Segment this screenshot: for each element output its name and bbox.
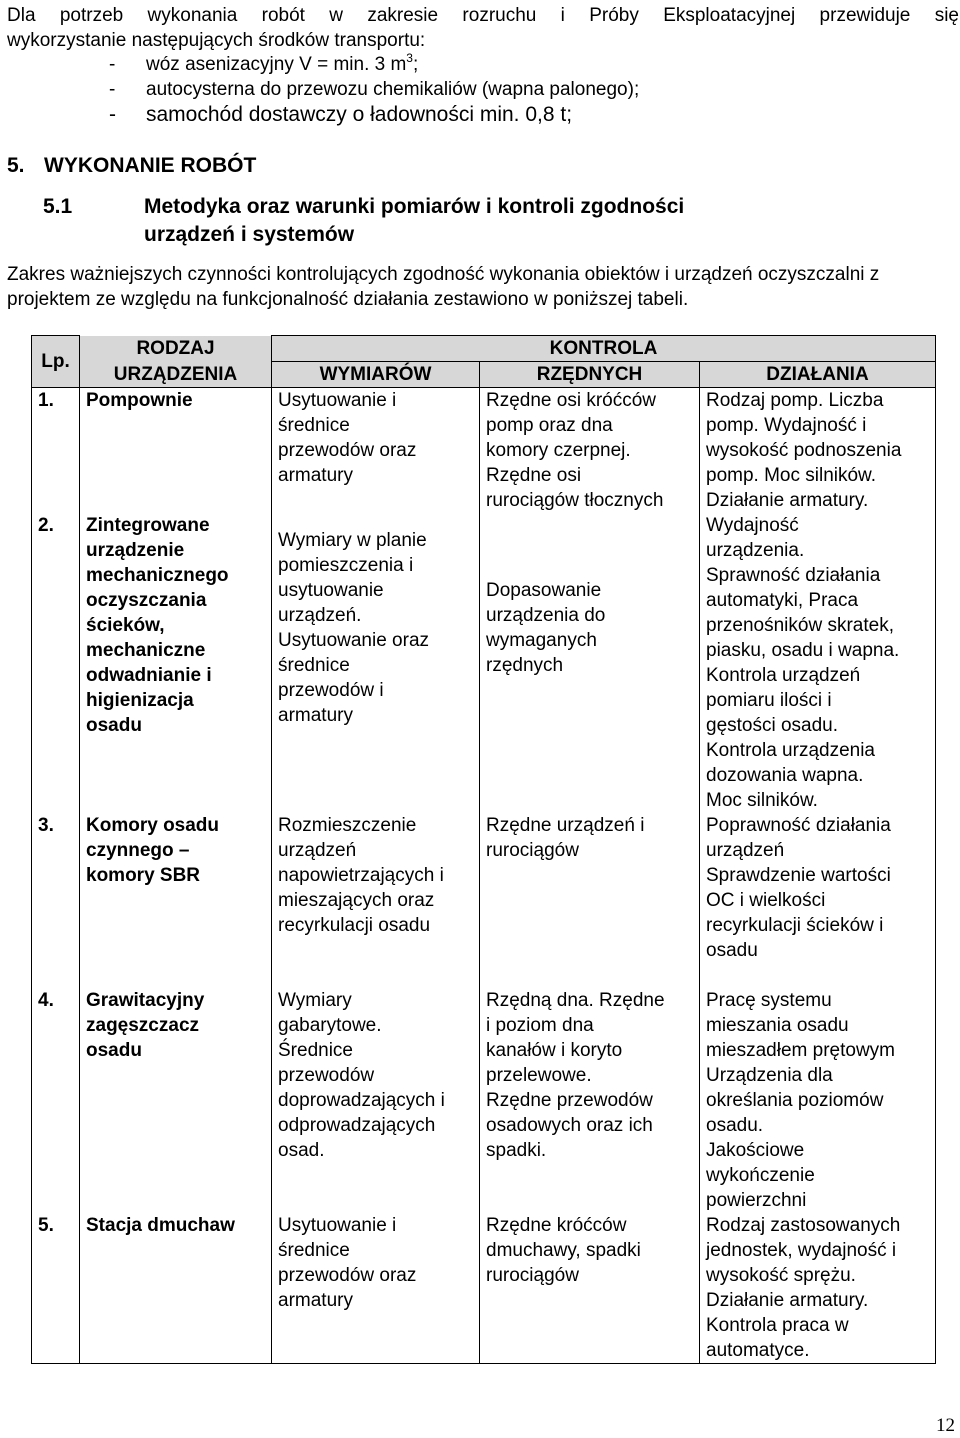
cell-dzialania: Pracę systemu mieszania osadu mieszadłem prętowym Urządzenia dla określania poziomów osadu. Jakościowe wykończenie powierzchni xyxy=(700,988,936,1213)
cell-dzialania: Wydajność urządzenia. Sprawność działania automatyki, Praca przenośników skratek, piasku, osadu i wapna. Kontrola urządzeń pomiaru ilości i gęstości osadu. Kontrola urządzenia dozowania wapna. Moc silników. xyxy=(700,513,936,813)
table-row xyxy=(32,813,936,988)
cell-dzialania: Rodzaj pomp. Liczba pomp. Wydajność i wysokość podnoszenia pomp. Moc silników. Działanie armatury. xyxy=(700,388,936,514)
section-heading xyxy=(7,152,256,180)
intro-paragraph xyxy=(7,3,959,53)
table-body xyxy=(32,388,936,1364)
table-row xyxy=(32,388,936,514)
transport-list xyxy=(109,52,639,127)
subsection-heading xyxy=(43,193,684,249)
table-row xyxy=(32,513,936,813)
header-rzednych: RZĘDNYCH xyxy=(480,362,700,388)
table-row xyxy=(32,988,936,1213)
list-item: - autocysterna do przewozu chemikaliów (wapna palonego); xyxy=(109,79,640,100)
header-rodzaj-line-2: URZĄDZENIA xyxy=(80,362,272,388)
cell-lp: 4. xyxy=(32,988,80,1213)
cell-rzednych: Rzędne osi króćców pomp oraz dna komory czerpnej. Rzędne osi rurociągów tłocznych xyxy=(480,388,700,514)
cell-rodzaj: Pompownie xyxy=(80,388,272,514)
section-title: WYKONANIE ROBÓT xyxy=(44,154,257,177)
cell-lp: 5. xyxy=(32,1213,80,1364)
cell-wymiarow: Usytuowanie i średnice przewodów oraz armatury xyxy=(272,1213,480,1364)
cell-rodzaj: Komory osadu czynnego – komory SBR xyxy=(80,813,272,988)
cell-lp: 2. xyxy=(32,513,80,813)
cell-wymiarow: Usytuowanie i średnice przewodów oraz armatury xyxy=(272,388,480,514)
cell-lp: 3. xyxy=(32,813,80,988)
intro-line-1: Dla potrzeb wykonania robót w zakresie rozruchu i Próby Eksploatacyjnej przewiduje się xyxy=(7,5,959,26)
cell-rzednych: Rzędne urządzeń i rurociągów xyxy=(480,813,700,988)
cell-wymiarow: Wymiary gabarytowe. Średnice przewodów doprowadzających i odprowadzających osad. xyxy=(272,988,480,1213)
cell-rodzaj: Zintegrowane urządzenie mechanicznego oczyszczania ścieków, mechaniczne odwadnianie i higienizacja osadu xyxy=(80,513,272,813)
body-paragraph: Zakres ważniejszych czynności kontrolujących zgodność wykonania obiektów i urządzeń oczyszczalni z projektem ze względu na funkcjonalność działania zestawiono w poniższej tabeli. xyxy=(7,264,880,310)
section-number: 5. xyxy=(7,154,25,177)
cell-rodzaj: Grawitacyjny zagęszczacz osadu xyxy=(80,988,272,1213)
intro-line-2: wykorzystanie następujących środków transportu: xyxy=(7,30,426,51)
header-wymiarow: WYMIARÓW xyxy=(272,362,480,388)
cell-rodzaj: Stacja dmuchaw xyxy=(80,1213,272,1364)
cell-wymiarow: Wymiary w planie pomieszczenia i usytuowanie urządzeń. Usytuowanie oraz średnice przewodów i armatury xyxy=(272,513,480,813)
cell-dzialania: Rodzaj zastosowanych jednostek, wydajność i wysokość sprężu. Działanie armatury. Kontrola praca w automatyce. xyxy=(700,1213,936,1364)
table-row xyxy=(32,1213,936,1364)
list-item: - wóz asenizacyjny V = min. 3 $m^3$; xyxy=(109,51,419,75)
header-rodzaj-line-1: RODZAJ xyxy=(80,336,272,362)
header-dzialania: DZIAŁANIA xyxy=(700,362,936,388)
page-number: 12 xyxy=(936,1415,955,1436)
cell-dzialania: Poprawność działania urządzeń Sprawdzenie wartości OC i wielkości recyrkulacji ścieków i osadu xyxy=(700,813,936,988)
cell-rzednych: Rzędną dna. Rzędne i poziom dna kanałów i koryto przelewowe. Rzędne przewodów osadowych oraz ich spadki. xyxy=(480,988,700,1213)
control-table xyxy=(31,335,936,1364)
subsection-title-line-1: Metodyka oraz warunki pomiarów i kontroli zgodności xyxy=(144,195,685,218)
subsection-number: 5.1 xyxy=(43,195,73,218)
cell-rzednych: Rzędne króćców dmuchawy, spadki rurociągów xyxy=(480,1213,700,1364)
cell-wymiarow: Rozmieszczenie urządzeń napowietrzających i mieszających oraz recyrkulacji osadu xyxy=(272,813,480,988)
subsection-title-line-2: urządzeń i systemów xyxy=(144,223,355,246)
list-item: - samochód dostawczy o ładowności min. 0,8 t; xyxy=(109,103,573,126)
cell-rzednych: Dopasowanie urządzenia do wymaganych rzędnych xyxy=(480,513,700,813)
header-lp: Lp. xyxy=(32,336,80,388)
cell-lp: 1. xyxy=(32,388,80,514)
header-kontrola: KONTROLA xyxy=(272,336,936,362)
